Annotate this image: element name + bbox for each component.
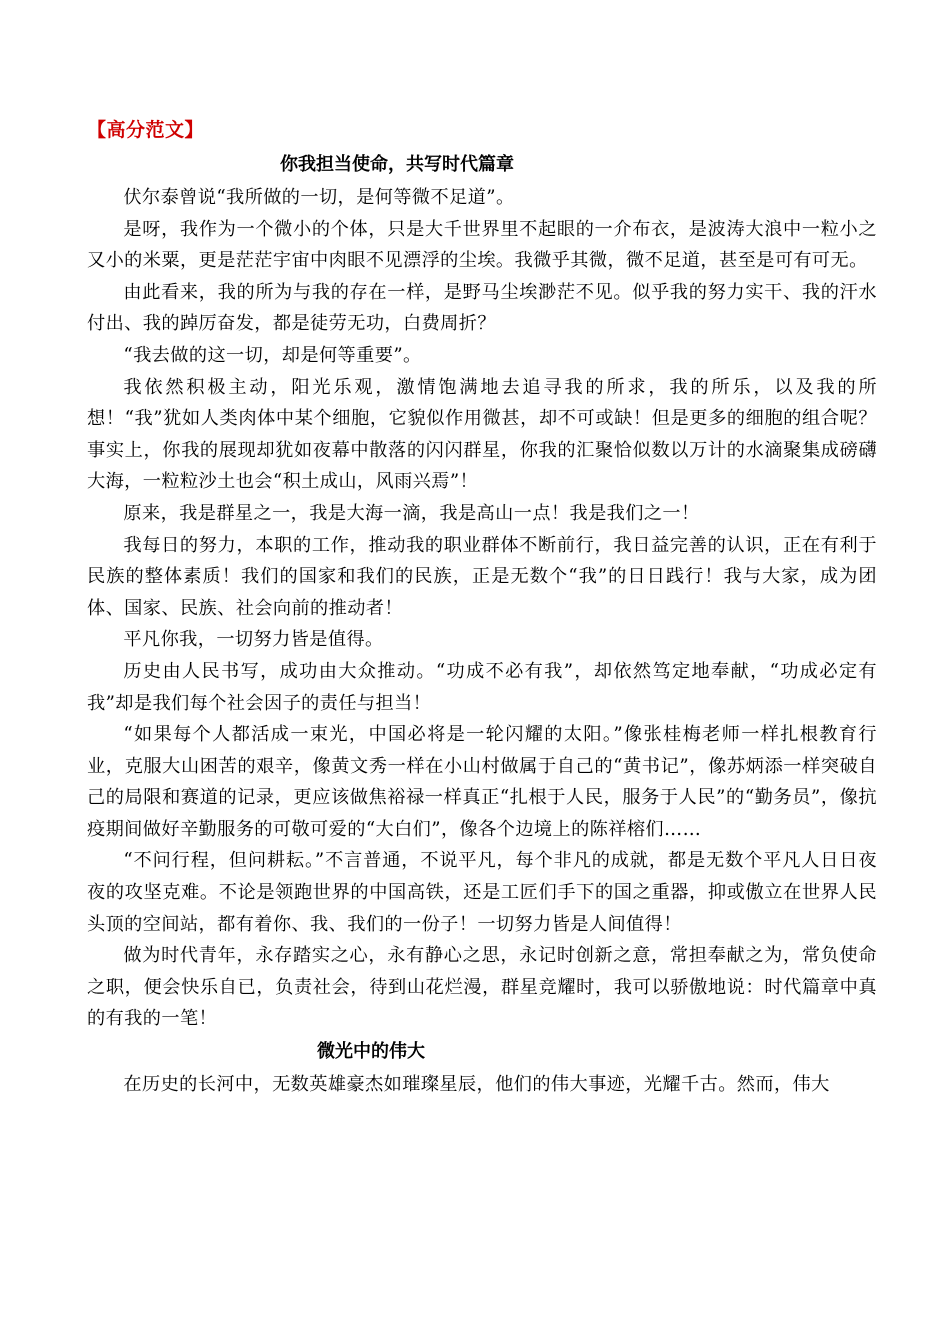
essay-1-body [87,182,877,1035]
essay-2-paragraph: 在历史的长河中，无数英雄豪杰如璀璨星辰，他们的伟大事迹，光耀千古。然而，伟大 [123,1074,830,1096]
essay-1-paragraph: 原来，我是群星之一，我是大海一滴，我是高山一点！我是我们之一！ [123,502,700,524]
essay-1-paragraph: 是呀，我作为一个微小的个体，只是大千世界里不起眼的一介布衣，是波涛大浪中一粒小之又小的米粟，更是茫茫宇宙中肉眼不见漂浮的尘埃。我微乎其微，微不足道，甚至是可有可无。 [87,218,877,272]
essay-1-paragraph: 历史由人民书写，成功由大众推动。“功成不必有我”，却依然笃定地奉献，“功成必定有我”却是我们每个社会因子的责任与担当！ [87,660,877,714]
document-page [87,112,877,1101]
essay-1-paragraph: 伏尔泰曾说“我所做的一切，是何等微不足道”。 [123,187,515,208]
essay-1-paragraph: 平凡你我，一切努力皆是值得。 [123,629,384,651]
essay-1-paragraph: “如果每个人都活成一束光，中国必将是一轮闪耀的太阳。”像张桂梅老师一样扎根教育行业，克服大山困苦的艰辛，像黄文秀一样在小山村做属于自己的“黄书记”，像苏炳添一样突破自己的局限和赛道的记录，更应该做焦裕禄一样真正“扎根于人民，服务于人民”的“勤务员”，像抗疫期间做好辛勤服务的可敬可爱的“大白们”，像各个边境上的陈祥榕们…… [87,724,877,840]
essay-1-title: 你我担当使命，共写时代篇章 [280,154,514,175]
essay-1-paragraph: “我去做的这一切，却是何等重要”。 [123,344,422,366]
essay-1-paragraph: 由此看来，我的所为与我的存在一样，是野马尘埃渺茫不见。似乎我的努力实干、我的汗水付出、我的踔厉奋发，都是徒劳无功，白费周折？ [87,281,877,335]
essay-2-title: 微光中的伟大 [317,1041,425,1063]
essay-2-body [87,1069,877,1101]
essay-1-paragraph: “不问行程，但问耕耘。”不言普通，不说平凡，每个非凡的成就，都是无数个平凡人日日夜夜的攻坚克难。不论是领跑世界的中国高铁，还是工匠们手下的国之重器，抑或傲立在世界人民头顶的空间站，都有着你、我、我们的一份子！一切努力皆是人间值得！ [87,850,877,935]
essay-1-paragraph: 我每日的努力，本职的工作，推动我的职业群体不断前行，我日益完善的认识，正在有利于民族的整体素质！我们的国家和我们的民族，正是无数个“我”的日日践行！我与大家，成为团体、国家、民族、社会向前的推动者！ [87,534,877,619]
essay-1-paragraph: 做为时代青年，永存踏实之心，永有静心之思，永记时创新之意，常担奉献之为，常负使命之职，便会快乐自已，负责社会，待到山花烂漫，群星竞耀时，我可以骄傲地说：时代篇章中真的有我的一笔！ [87,945,877,1030]
section-tag: 【高分范文】 [87,119,205,141]
essay-1-paragraph: 我依然积极主动，阳光乐观，激情饱满地去追寻我的所求，我的所乐，以及我的所想！“我”犹如人类肉体中某个细胞，它貌似作用微甚，却不可或缺！但是更多的细胞的组合呢？事实上，你我的展现却犹如夜幕中散落的闪闪群星，你我的汇聚恰似数以万计的水滴聚集成磅礴大海，一粒粒沙土也会“积土成山，风雨兴焉”！ [87,376,877,493]
